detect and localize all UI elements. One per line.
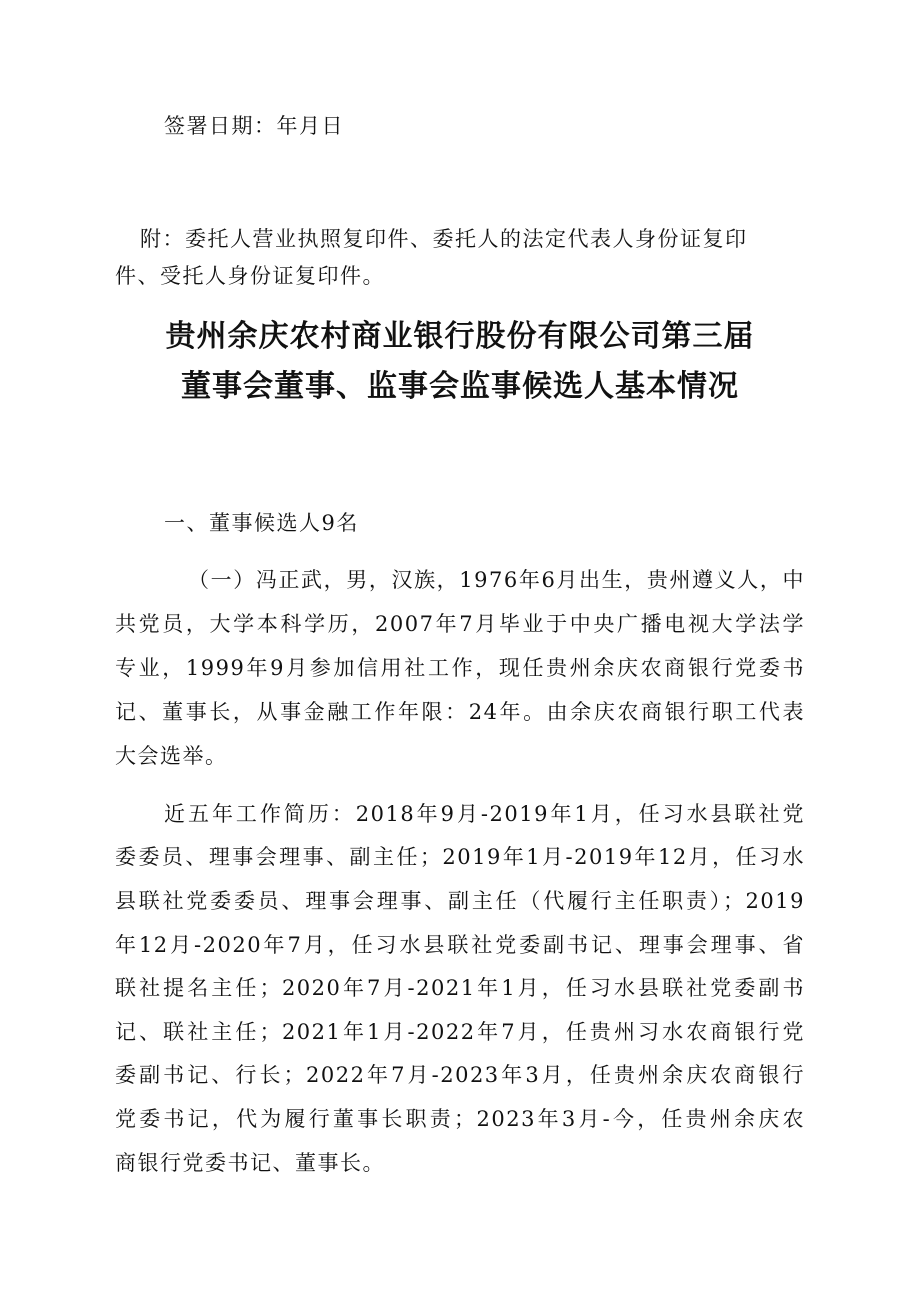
candidate-resume-line: 委委员、理事会理事、副主任；2019年1月-2019年12月，任习水 [115,845,805,869]
candidate-resume-line: 县联社党委委员、理事会理事、副主任（代履行主任职责）；2019 [115,889,805,913]
document-title-line-1: 贵州余庆农村商业银行股份有限公司第三届 [165,319,755,354]
candidate-resume-line: 委副书记、行长；2022年7月-2023年3月，任贵州余庆农商银行 [115,1063,805,1087]
candidate-resume-line: 记、联社主任；2021年1月-2022年7月，任贵州习水农商银行党 [115,1020,805,1044]
candidate-intro-line: 记、董事长，从事金融工作年限：24年。由余庆农商银行职工代表 [115,700,805,724]
attachment-line-1: 附：委托人营业执照复印件、委托人的法定代表人身份证复印 [140,227,748,251]
candidate-intro-line: （一）冯正武，男，汉族，1976年6月出生，贵州遵义人，中 [188,568,805,592]
candidate-intro-line: 共党员，大学本科学历，2007年7月毕业于中央广播电视大学法学 [115,612,805,636]
candidate-resume-line: 年12月-2020年7月，任习水县联社党委副书记、理事会理事、省 [115,933,805,957]
section-heading-directors: 一、董事候选人9名 [164,511,359,535]
candidate-intro-line: 专业，1999年9月参加信用社工作，现任贵州余庆农商银行党委书 [115,656,805,680]
candidate-resume-line: 近五年工作简历：2018年9月-2019年1月，任习水县联社党 [164,802,805,826]
candidate-resume-line: 商银行党委书记、董事长。 [115,1151,385,1175]
document-title-line-2: 董事会董事、监事会监事候选人基本情况 [181,369,739,404]
candidate-resume-line: 党委书记，代为履行董事长职责；2023年3月-今，任贵州余庆农 [115,1107,805,1131]
signature-date-line: 签署日期：年月日 [164,114,344,138]
candidate-intro-line: 大会选举。 [115,744,228,768]
attachment-line-2: 件、受托人身份证复印件。 [115,264,385,288]
candidate-resume-line: 联社提名主任；2020年7月-2021年1月，任习水县联社党委副书 [115,976,805,1000]
